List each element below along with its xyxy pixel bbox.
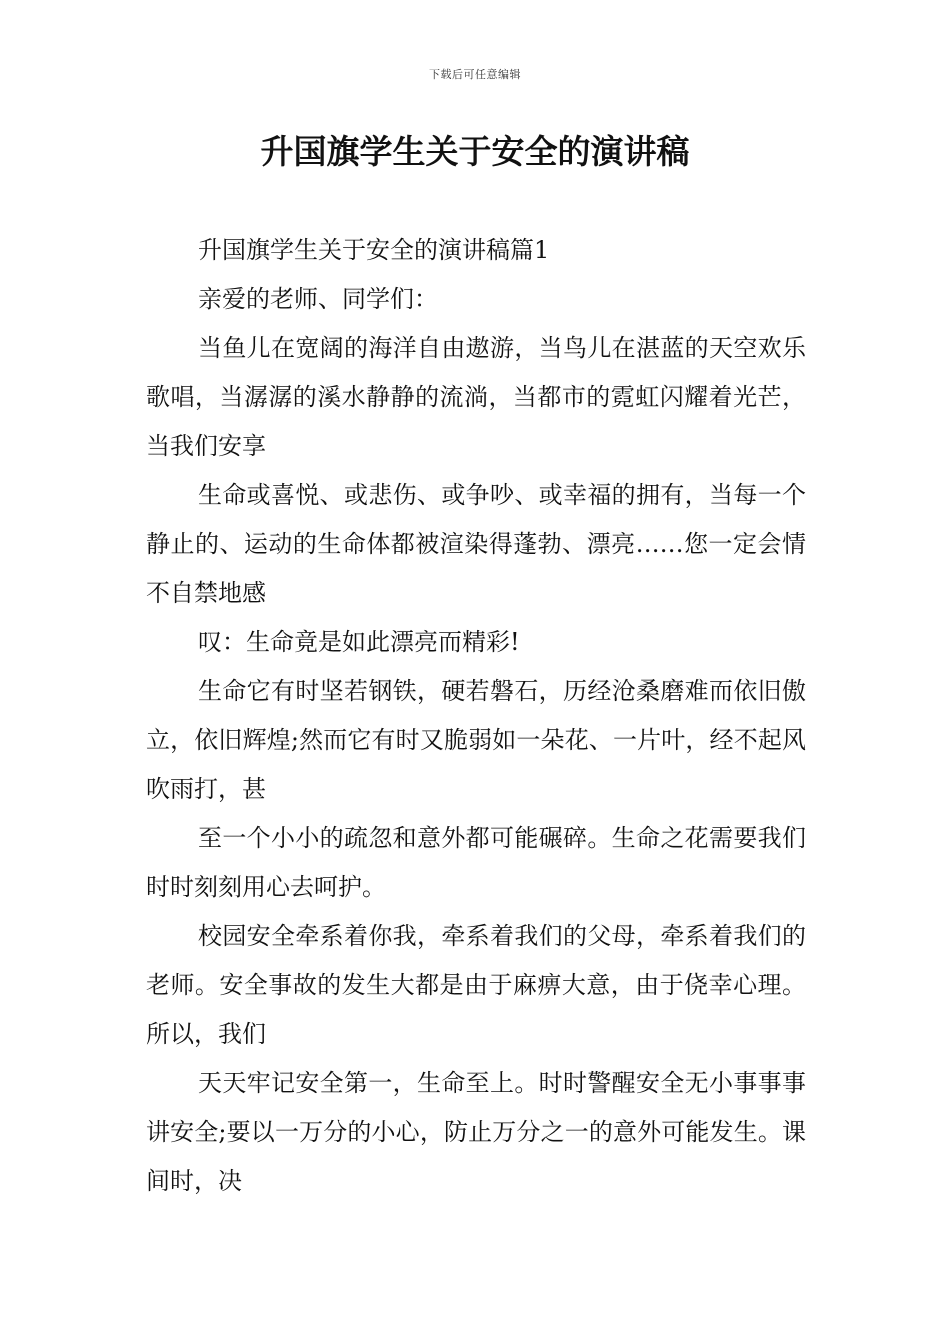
page-title: 升国旗学生关于安全的演讲稿	[260, 132, 690, 171]
paragraph-subtitle: 升国旗学生关于安全的演讲稿篇1	[198, 236, 550, 264]
paragraph: 生命它有时坚若钢铁，硬若磐石，历经沧桑磨难而依旧傲立，依旧辉煌;然而它有时又脆弱如一朵花、一片叶，经不起风吹雨打，甚	[146, 677, 806, 803]
paragraph: 生命或喜悦、或悲伤、或争吵、或幸福的拥有，当每一个静止的、运动的生命体都被渲染得蓬勃、漂亮……您一定会情不自禁地感	[146, 481, 806, 607]
paragraph: 叹：生命竟是如此漂亮而精彩!	[198, 628, 520, 656]
paragraph: 当鱼儿在宽阔的海洋自由遨游，当鸟儿在湛蓝的天空欢乐歌唱，当潺潺的溪水静静的流淌，当都市的霓虹闪耀着光芒，当我们安享	[146, 334, 806, 460]
header-note: 下载后可任意编辑	[429, 68, 521, 81]
paragraph: 天天牢记安全第一，生命至上。时时警醒安全无小事事事讲安全;要以一万分的小心，防止万分之一的意外可能发生。课间时，决	[146, 1069, 806, 1195]
paragraph: 至一个小小的疏忽和意外都可能碾碎。生命之花需要我们时时刻刻用心去呵护。	[146, 824, 806, 901]
document-body	[146, 226, 806, 1206]
paragraph-salutation: 亲爱的老师、同学们：	[198, 285, 438, 313]
paragraph: 校园安全牵系着你我，牵系着我们的父母，牵系着我们的老师。安全事故的发生大都是由于麻痹大意，由于侥幸心理。所以，我们	[146, 922, 806, 1048]
